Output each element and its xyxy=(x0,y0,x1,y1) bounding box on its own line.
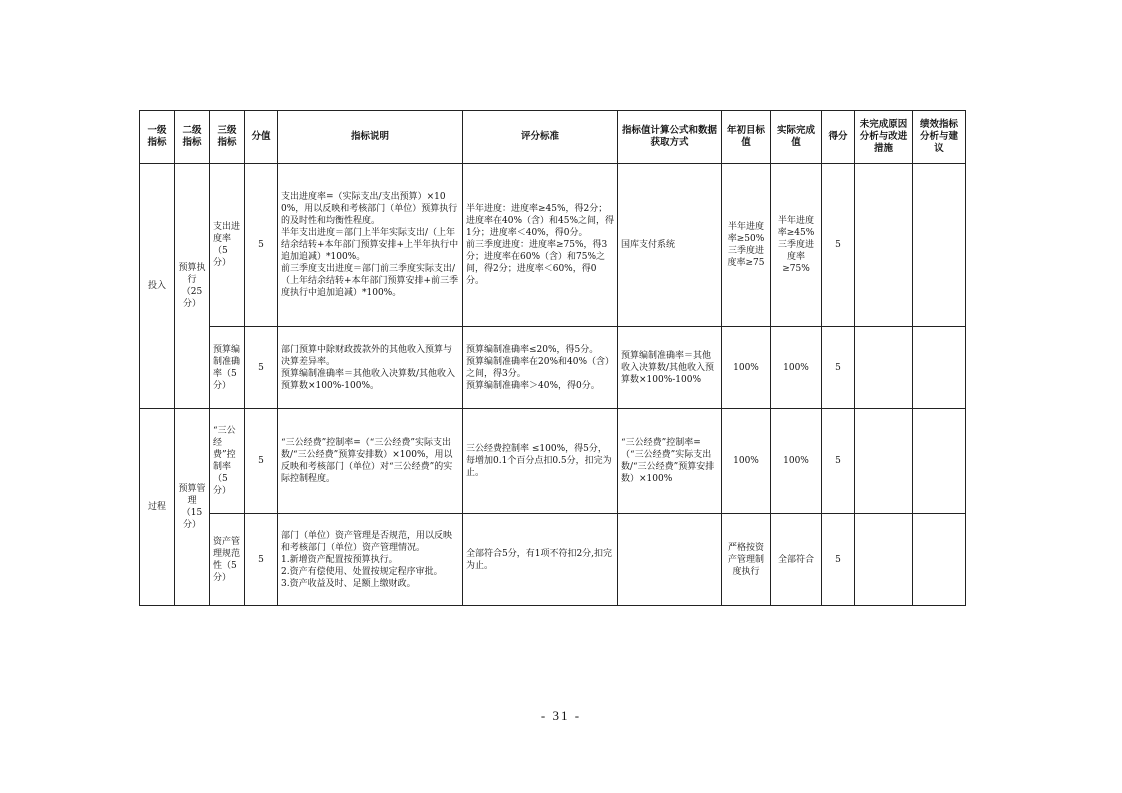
score-cell: 5 xyxy=(822,327,855,409)
criteria-cell: 全部符合5分，有1项不符扣2分,扣完为止。 xyxy=(463,514,618,606)
suggestion-cell xyxy=(913,164,966,327)
suggestion-cell xyxy=(913,409,966,514)
formula-cell: “三公经费”控制率=（“三公经费”实际支出数/“三公经费”预算安排数）×100% xyxy=(618,409,722,514)
level3-cell: 预算编制准确率（5分） xyxy=(210,327,245,409)
score-cell: 5 xyxy=(822,514,855,606)
score-value-cell: 5 xyxy=(245,409,278,514)
header-level3: 三级指标 xyxy=(210,111,245,164)
actual-cell: 100% xyxy=(771,327,822,409)
description-cell: 部门预算中除财政拨款外的其他收入预算与决算差异率。 预算编制准确率＝其他收入决算数/其他收入预算数×100%-100%。 xyxy=(278,327,463,409)
formula-cell: 国库支付系统 xyxy=(618,164,722,327)
actual-cell: 半年进度率≥45%三季度进度率≥75% xyxy=(771,164,822,327)
level3-cell: 资产管理规范性（5分） xyxy=(210,514,245,606)
page-number: - 31 - xyxy=(540,708,582,723)
header-target: 年初目标值 xyxy=(722,111,771,164)
reason-cell xyxy=(855,514,913,606)
target-cell: 100% xyxy=(722,409,771,514)
header-score-value: 分值 xyxy=(245,111,278,164)
reason-cell xyxy=(855,409,913,514)
reason-cell xyxy=(855,164,913,327)
performance-table xyxy=(139,110,966,606)
level2-cell: 预算管理（15分） xyxy=(175,409,210,606)
score-value-cell: 5 xyxy=(245,164,278,327)
description-cell: 支出进度率=（实际支出/支出预算）×100%，用以反映和考核部门（单位）预算执行的及时性和均衡性程度。 半年支出进度＝部门上半年实际支出/（上年结余结转+本年部门预算安排+上半年执行中追加追减）*100%。 前三季度支出进度＝部门前三季度实际支出/（上年结余结转+本年部门预算安排+前三季度执行中追加追减）*100%。 xyxy=(278,164,463,327)
header-reason: 未完成原因分析与改进措施 xyxy=(855,111,913,164)
score-cell: 5 xyxy=(822,409,855,514)
score-value-cell: 5 xyxy=(245,327,278,409)
score-cell: 5 xyxy=(822,164,855,327)
reason-cell xyxy=(855,327,913,409)
level3-cell: 支出进度率（5分） xyxy=(210,164,245,327)
actual-cell: 全部符合 xyxy=(771,514,822,606)
level3-cell: “三公经费”控制率（5分） xyxy=(210,409,245,514)
header-suggestion: 绩效指标分析与建议 xyxy=(913,111,966,164)
target-cell: 半年进度率≥50%三季度进度率≥75 xyxy=(722,164,771,327)
table-row xyxy=(140,164,966,327)
target-cell: 严格按资产管理制度执行 xyxy=(722,514,771,606)
target-cell: 100% xyxy=(722,327,771,409)
header-level2: 二级指标 xyxy=(175,111,210,164)
table-row xyxy=(140,514,966,606)
header-criteria: 评分标准 xyxy=(463,111,618,164)
header-description: 指标说明 xyxy=(278,111,463,164)
level1-cell: 投入 xyxy=(140,164,175,409)
table-row xyxy=(140,327,966,409)
formula-cell xyxy=(618,514,722,606)
criteria-cell: 预算编制准确率≤20%，得5分。 预算编制准确率在20%和40%（含）之间，得3分。 预算编制准确率＞40%，得0分。 xyxy=(463,327,618,409)
criteria-cell: 三公经费控制率 ≤100%，得5分，每增加0.1个百分点扣0.5分，扣完为止。 xyxy=(463,409,618,514)
header-level1: 一级指标 xyxy=(140,111,175,164)
criteria-cell: 半年进度：进度率≥45%，得2分；进度率在40%（含）和45%之间，得1分；进度率＜40%，得0分。 前三季度进度：进度率≥75%，得3分；进度率在60%（含）和75%之间，得2分；进度率＜60%，得0分。 xyxy=(463,164,618,327)
table-row xyxy=(140,409,966,514)
level1-cell: 过程 xyxy=(140,409,175,606)
score-value-cell: 5 xyxy=(245,514,278,606)
formula-cell: 预算编制准确率＝其他收入决算数/其他收入预算数×100%-100% xyxy=(618,327,722,409)
actual-cell: 100% xyxy=(771,409,822,514)
header-formula: 指标值计算公式和数据获取方式 xyxy=(618,111,722,164)
description-cell: 部门（单位）资产管理是否规范，用以反映和考核部门（单位）资产管理情况。 1.新增资产配置按预算执行。 2.资产有偿使用、处置按规定程序审批。 3.资产收益及时、足额上缴财政。 xyxy=(278,514,463,606)
header-score: 得分 xyxy=(822,111,855,164)
suggestion-cell xyxy=(913,327,966,409)
description-cell: “三公经费”控制率=（“三公经费”实际支出数/“三公经费”预算安排数）×100%，用以反映和考核部门（单位）对“三公经费”的实际控制程度。 xyxy=(278,409,463,514)
header-row xyxy=(140,111,966,164)
suggestion-cell xyxy=(913,514,966,606)
level2-cell: 预算执行（25分） xyxy=(175,164,210,409)
header-actual: 实际完成值 xyxy=(771,111,822,164)
